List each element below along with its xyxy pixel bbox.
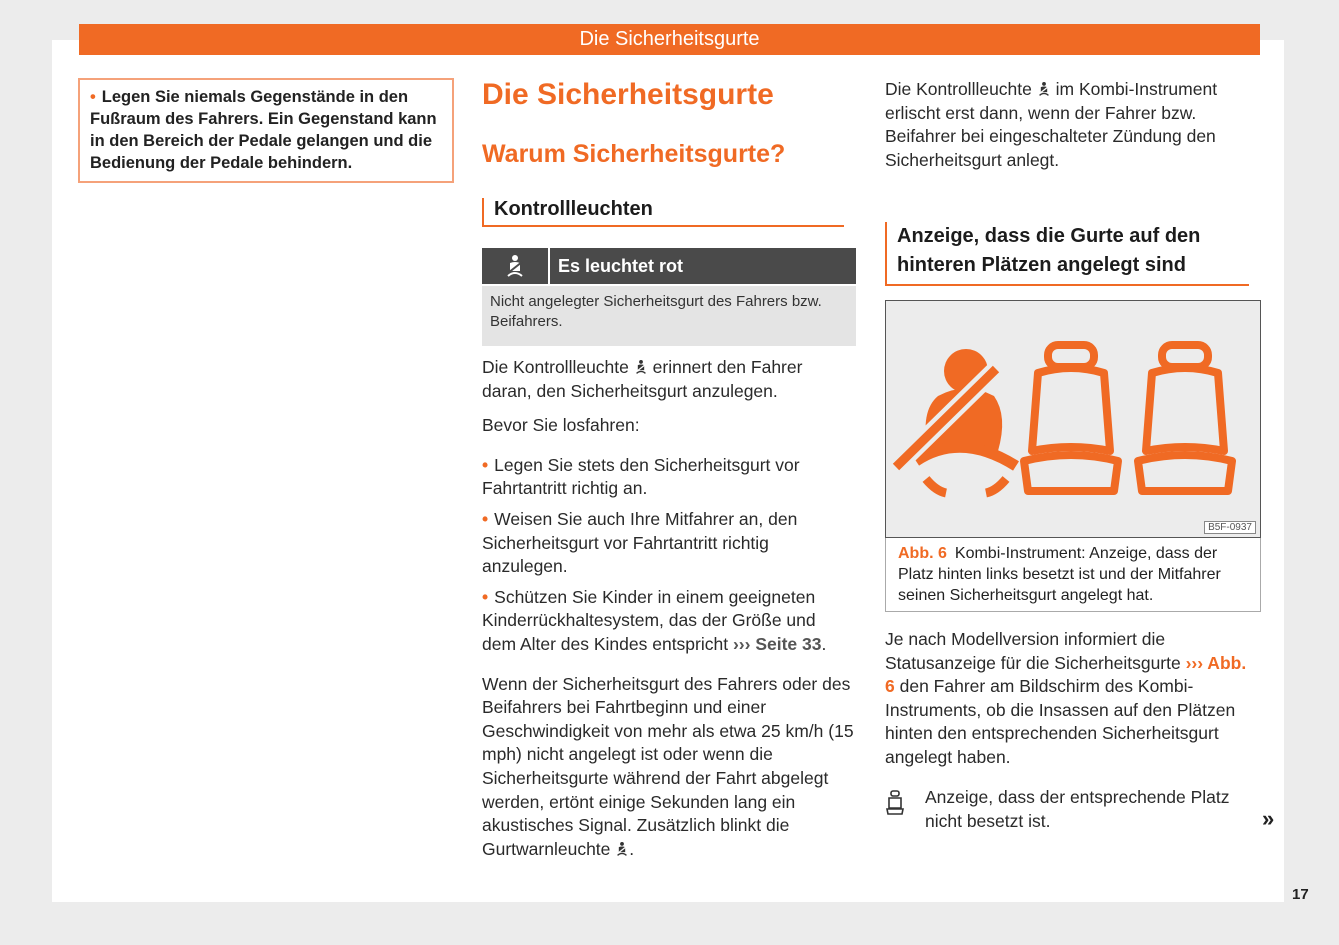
bullet-list (482, 454, 854, 657)
paragraph-3-text: Wenn der Sicherheitsgurt des Fahrers oder des Beifahrers bei Fahrtbeginn und einer Geschwindigkeit von mehr als etwa 25 km/h (15 mph) nicht angelegt ist oder wenn die Sicherheitsgurte während der Fahrt abgelegt werden, ertönt einige Sekunden lang ein akustisches Signal. Zusätzlich blinkt die Gurtwarnleuchte (482, 673, 854, 859)
list-item-text: Weisen Sie auch Ihre Mitfahrer an, den Sicherheitsgurt vor Fahrtantritt richtig anzulegen. (482, 508, 798, 577)
middle-body (482, 356, 854, 861)
list-item (482, 454, 854, 501)
right-paragraph-2 (885, 628, 1257, 770)
section-rear-belts (885, 222, 1249, 286)
paragraph-1-end: erinnert den Fahrer daran, den Sicherheitsgurt anzulegen. (482, 357, 803, 401)
right-paragraph-1-start: Die Kontrollleuchte (885, 79, 1032, 99)
middle-column (482, 78, 856, 112)
belt-status-illustration (886, 301, 1260, 537)
legend-row (885, 786, 1255, 833)
right-paragraph-1 (885, 78, 1255, 172)
figure-caption (885, 538, 1261, 612)
seatbelt-warning-icon (482, 248, 550, 284)
continue-mark: » (1262, 806, 1275, 831)
section-kontrollleuchten (482, 198, 844, 227)
list-item-text: Legen Sie stets den Sicherheitsgurt vor Fahrtantritt richtig an. (482, 454, 800, 499)
bullet-dot-icon: • (482, 586, 489, 607)
empty-seat-icon (1138, 345, 1232, 491)
list-item: • Schützen Sie Kinder in einem geeigneten Kinderrückhaltesystem, das der Größe und dem Alter des Kindes entspricht ››› Seite 33. (482, 586, 827, 654)
bullet-dot-icon: • (90, 88, 96, 106)
table-header (482, 248, 856, 284)
figure-belt-status (885, 300, 1261, 538)
seatbelt-warning-icon (615, 840, 629, 858)
table-header-label: Es leuchtet rot (558, 255, 684, 276)
table-cell: Nicht angelegter Sicherheitsgurt des Fahrers bzw. Beifahrers. (482, 286, 856, 346)
list-item-text: Schützen Sie Kinder in einem geeigneten Kinderrückhaltesystem, das der Größe und dem Alter des Kindes entspricht (482, 586, 816, 654)
seatbelt-warning-icon (1037, 80, 1051, 98)
list-item (482, 508, 854, 579)
figure-code: B5F-0937 (1204, 521, 1256, 534)
bullet-dot-icon: • (482, 508, 489, 529)
section-heading: Anzeige, dass die Gurte auf den hinteren Plätzen angelegt sind (885, 222, 1249, 286)
paragraph-2: Bevor Sie losfahren: (482, 415, 640, 436)
section-heading: Kontrollleuchten (482, 198, 844, 227)
empty-seat-icon (885, 786, 925, 833)
caption-text: Kombi-Instrument: Anzeige, dass der Platz hinten links besetzt ist und der Mitfahrer seinen Sicherheitsgurt angelegt hat. (898, 545, 1221, 604)
right-column (885, 78, 1255, 172)
chapter-header: Die Sicherheitsgurte (79, 24, 1260, 55)
figure-reference-link[interactable]: ››› Abb. 6 (885, 652, 1247, 697)
seatbelt-warning-icon (634, 358, 648, 376)
right-body (885, 628, 1257, 770)
right-paragraph-1-end: im Kombi-Instrument erlischt erst dann, wenn der Fahrer bzw. Beifahrer bei eingeschalteter Zündung den Sicherheitsgurt anlegt. (885, 79, 1218, 170)
subtitle-wrap (482, 140, 856, 169)
bullet-dot-icon: • (482, 454, 489, 475)
page-reference-link[interactable]: ››› Seite 33 (732, 633, 822, 654)
paragraph-1 (482, 356, 854, 403)
warning-text: Legen Sie niemals Gegenstände in den Fußraum des Fahrers. Ein Gegenstand kann in den Bereich der Pedale gelangen und die Bedienung der Pedale behindern. (90, 88, 437, 172)
right-paragraph-2-start: Je nach Modellversion informiert die Statusanzeige für die Sicherheitsgurte (885, 629, 1181, 673)
empty-seat-icon (1024, 345, 1118, 491)
paragraph-1-start: Die Kontrollleuchte (482, 357, 629, 377)
page-subtitle: Warum Sicherheitsgurte? (482, 140, 786, 168)
right-paragraph-2-end: den Fahrer am Bildschirm des Kombi-Instruments, ob die Insassen auf den Plätzen hinten den entsprechenden Sicherheitsgurt angelegt haben. (885, 676, 1236, 767)
legend-text: Anzeige, dass der entsprechende Platz nicht besetzt ist. (925, 787, 1230, 831)
paragraph-3: Wenn der Sicherheitsgurt des Fahrers oder des Beifahrers bei Fahrtbeginn und einer Geschwindigkeit von mehr als etwa 25 km/h (15 mph) nicht angelegt ist oder wenn die Sicherheitsgurte während der Fahrt abgelegt werden, ertönt einige Sekunden lang ein akustisches Signal. Zusätzlich blinkt die Gurtwarnleuchte . (482, 673, 854, 859)
page-number: 17 (1292, 886, 1309, 903)
page-title: Die Sicherheitsgurte (482, 78, 774, 111)
caption-label: Abb. 6 (898, 545, 947, 562)
warning-box (78, 78, 454, 183)
